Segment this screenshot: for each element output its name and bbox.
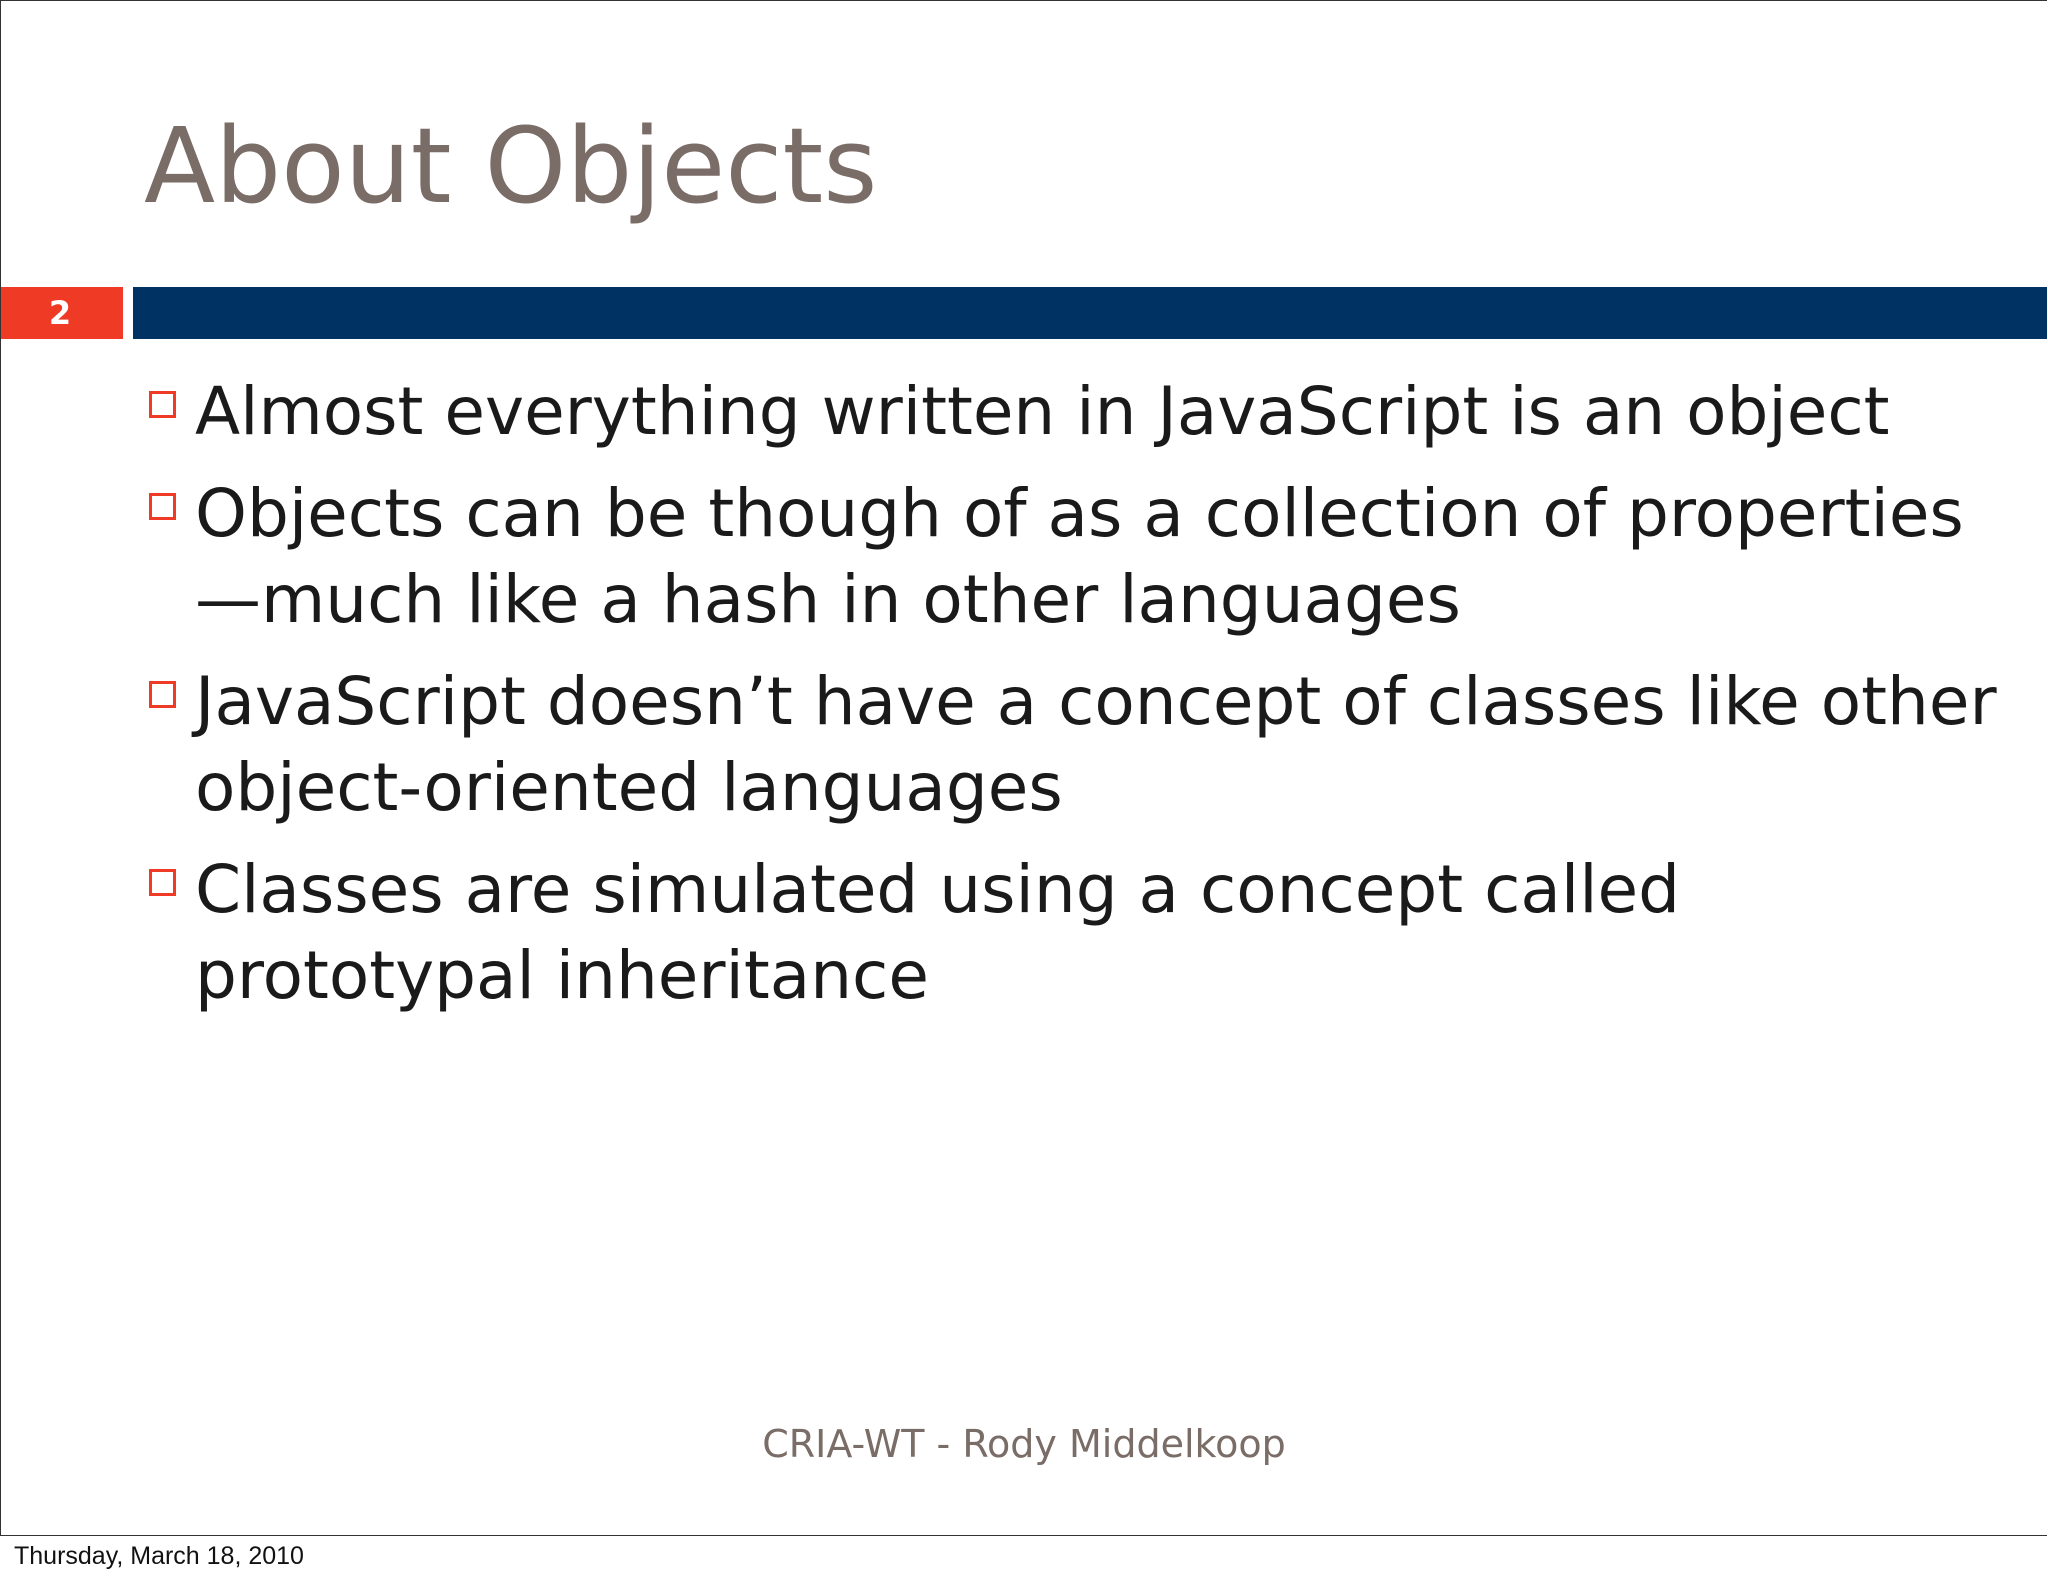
slide-number-badge: 2 [1, 287, 123, 339]
bullet-line: Almost everything written in JavaScript is an object [195, 373, 1890, 450]
bullet-line: object-oriented languages [195, 749, 1063, 826]
hollow-square-bullet-icon [149, 681, 176, 708]
bullet-item [149, 847, 1949, 1019]
bullet-item [149, 369, 1949, 455]
slide-title: About Objects [144, 105, 878, 227]
bullet-line: JavaScript doesn’t have a concept of classes like other [195, 663, 1997, 740]
hollow-square-bullet-icon [149, 493, 176, 520]
bullet-list [149, 369, 1997, 1035]
slide-footer-credit: CRIA-WT - Rody Middelkoop [762, 1422, 1286, 1466]
bullet-line: prototypal inheritance [195, 937, 929, 1014]
bullet-line: Classes are simulated using a concept called [195, 851, 1681, 928]
bullet-item [149, 471, 1964, 643]
hollow-square-bullet-icon [149, 391, 176, 418]
print-date: Thursday, March 18, 2010 [14, 1542, 304, 1570]
hollow-square-bullet-icon [149, 869, 176, 896]
bullet-item [149, 659, 1997, 831]
bullet-line: —much like a hash in other languages [195, 561, 1461, 638]
header-bar [133, 287, 2047, 339]
bullet-line: Objects can be though of as a collection of properties [195, 475, 1964, 552]
